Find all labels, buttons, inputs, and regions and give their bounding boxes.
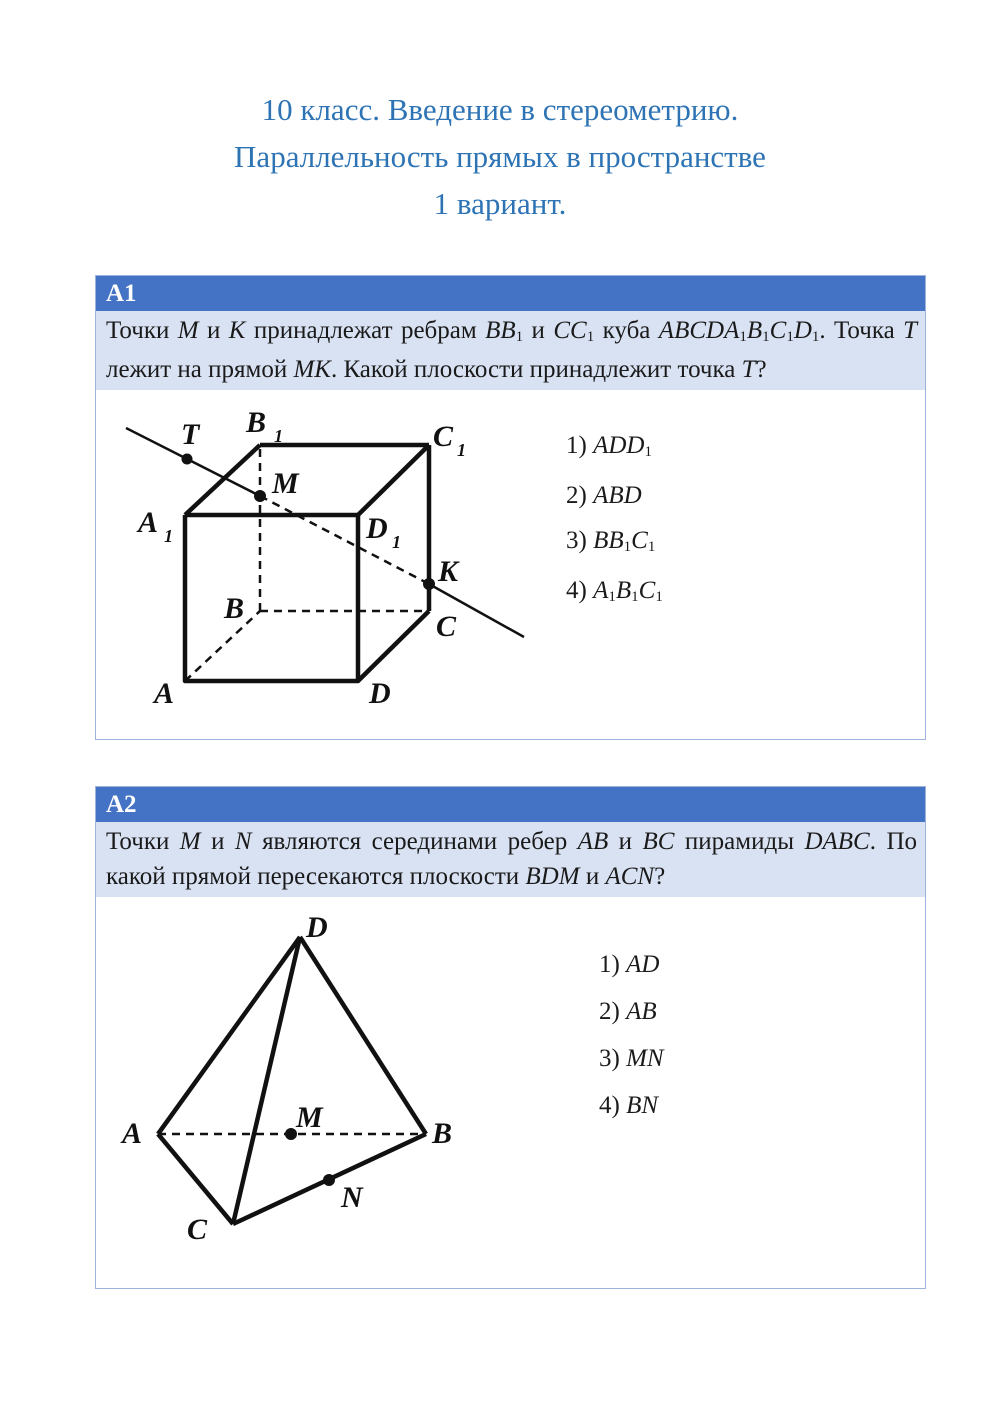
edge-a1b1 [185, 445, 260, 515]
label-b1: B [246, 406, 267, 439]
svg-text:1: 1 [457, 440, 466, 460]
option-a1-4[interactable]: 4) $A_1B_1C_1$ [566, 576, 663, 605]
option-a2-1[interactable]: 1) AD [599, 951, 660, 978]
label-c: C [187, 1213, 208, 1246]
task-a1-body [96, 390, 925, 712]
label-b: B [224, 592, 245, 625]
label-m: M [296, 1101, 323, 1134]
label-k: K [438, 555, 459, 588]
page-title [0, 86, 1000, 227]
svg-text:1: 1 [164, 526, 173, 546]
label-m: M [272, 467, 299, 500]
edge-ab [185, 611, 260, 681]
option-a2-4[interactable]: 4) BN [599, 1092, 659, 1119]
task-a2-card [95, 786, 926, 1289]
task-a2-options [599, 941, 664, 1129]
svg-text:1: 1 [392, 532, 401, 552]
label-c1: C [433, 420, 454, 453]
label-d: D [306, 911, 328, 944]
edge-ac [158, 1134, 233, 1224]
option-a2-3[interactable]: 3) MN [599, 1045, 664, 1072]
svg-text:1: 1 [274, 426, 283, 446]
option-a1-3[interactable]: 3) $BB_1C_1$ [566, 527, 656, 555]
cube-figure [96, 390, 536, 712]
title-line-3: 1 вариант. [433, 186, 567, 221]
point-t [182, 454, 193, 465]
option-a1-1[interactable]: 1) $ADD_1$ [566, 432, 652, 460]
title-line-2: Параллельность прямых в пространстве [234, 139, 766, 174]
label-a: A [154, 677, 175, 710]
label-a: A [122, 1117, 143, 1150]
edge-dc [358, 611, 429, 681]
task-a2-label: A2 [96, 787, 925, 822]
label-t: T [181, 418, 200, 451]
label-b: B [432, 1117, 453, 1150]
task-a2-body [96, 897, 925, 1287]
label-d: D [369, 677, 391, 710]
task-a1-label: A1 [96, 276, 925, 311]
title-line-1: 10 класс. Введение в стереометрию. [261, 92, 739, 127]
task-a1-question: Точки M и K принадлежат ребрам $BB_1$ и $CC_1$ куба $ABCDA_1B_1C_1D_1$. Точка T лежит на прямой MK. Какой плоскости принадлежит точка T? [96, 311, 925, 390]
option-a2-2[interactable]: 2) AB [599, 998, 657, 1025]
edge-d1c1 [358, 445, 429, 515]
label-a1: A [138, 506, 159, 539]
point-m [254, 490, 266, 502]
point-n [323, 1174, 335, 1186]
label-d1: D [366, 512, 388, 545]
line-mk-hidden [260, 496, 429, 584]
point-k [423, 578, 435, 590]
task-a2-question: Точки M и N являются серединами ребер AB и BC пирамиды DABC. По какой прямой пересекаются плоскости BDM и ACN? [96, 822, 925, 897]
option-a1-2[interactable]: 2) ABD [566, 481, 642, 509]
pyramid-figure [96, 897, 536, 1287]
label-c: C [436, 610, 457, 643]
task-a1-options [566, 423, 663, 617]
label-n: N [341, 1181, 363, 1214]
task-a1-card [95, 275, 926, 740]
